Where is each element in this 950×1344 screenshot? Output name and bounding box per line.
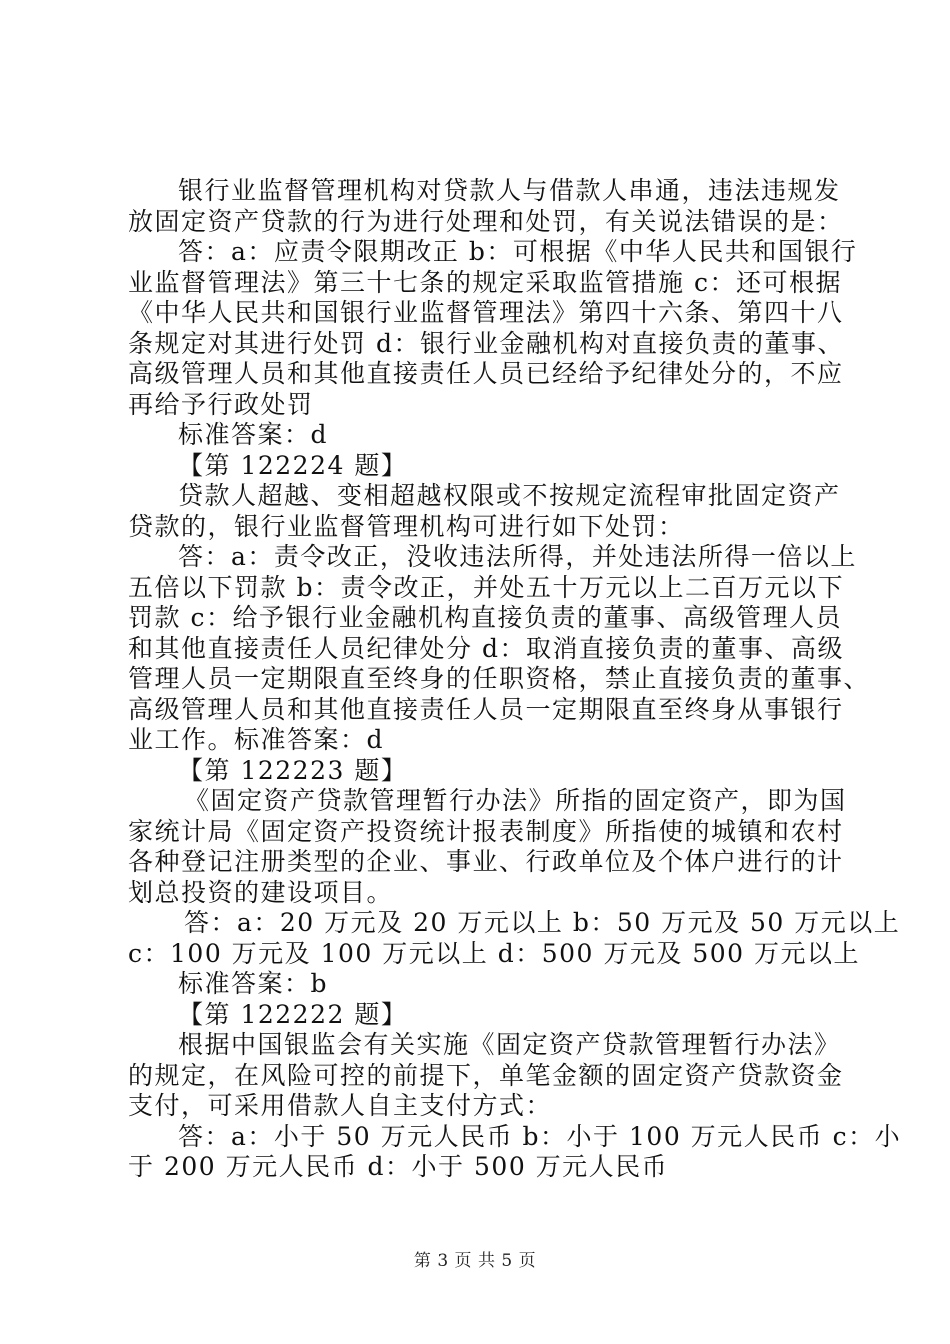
text-line: 贷款人超越、变相超越权限或不按规定流程审批固定资产	[178, 481, 841, 510]
text-line: 【第 122223 题】	[178, 755, 408, 785]
text-line: 高级管理人员和其他直接责任人员已经给予纪律处分的，不应	[128, 359, 844, 388]
text-line: 划总投资的建设项目。	[128, 877, 394, 907]
text-line: 标准答案：b	[178, 969, 329, 998]
text-line: 再给予行政处罚	[128, 389, 314, 419]
text-line: 支付，可采用借款人自主支付方式：	[128, 1091, 553, 1120]
document-body	[128, 176, 902, 1183]
text-line: 《中华人民共和国银行业监督管理法》第四十六条、第四十八	[128, 298, 844, 327]
text-line: 各种登记注册类型的企业、事业、行政单位及个体户进行的计	[128, 847, 844, 876]
text-line: 答：a：责令改正，没收违法所得，并处违法所得一倍以上	[178, 542, 857, 571]
text-line: 条规定对其进行处罚 d：银行业金融机构对直接负责的董事、	[128, 328, 844, 358]
text-line: 管理人员一定期限直至终身的任职资格，禁止直接负责的董事、	[128, 664, 871, 693]
text-line: 答：a：应责令限期改正 b：可根据《中华人民共和国银行	[178, 237, 858, 266]
text-line: 【第 122222 题】	[178, 999, 408, 1029]
text-line: 和其他直接责任人员纪律处分 d：取消直接负责的董事、高级	[128, 633, 844, 663]
text-line: 根据中国银监会有关实施《固定资产贷款管理暂行办法》	[178, 1030, 841, 1059]
text-line: 业监督管理法》第三十七条的规定采取监管措施 c：还可根据	[128, 267, 842, 297]
text-line: 的规定，在风险可控的前提下，单笔金额的固定资产贷款资金	[128, 1060, 844, 1090]
text-line: 罚款 c：给予银行业金融机构直接负责的董事、高级管理人员	[128, 603, 842, 632]
text-line: 业工作。标准答案：d	[128, 725, 385, 754]
text-line: 答：a：小于 50 万元人民币 b：小于 100 万元人民币 c：小	[178, 1121, 902, 1151]
text-line: 家统计局《固定资产投资统计报表制度》所指使的城镇和农村	[128, 816, 844, 846]
text-line: 标准答案：d	[178, 420, 329, 449]
text-line: 答：a：20 万元及 20 万元以上 b：50 万元及 50 万元以上	[184, 908, 901, 937]
text-line: 贷款的，银行业监督管理机构可进行如下处罚：	[128, 511, 685, 541]
text-line: 五倍以下罚款 b：责令改正，并处五十万元以上二百万元以下	[128, 572, 844, 602]
text-line: 《固定资产贷款管理暂行办法》所指的固定资产，即为国	[184, 786, 847, 815]
text-line: 【第 122224 题】	[178, 450, 408, 480]
text-line: c：100 万元及 100 万元以上 d：500 万元及 500 万元以上	[128, 938, 861, 968]
text-line: 银行业监督管理机构对贷款人与借款人串通，违法违规发	[178, 176, 841, 205]
text-line: 放固定资产贷款的行为进行处理和处罚，有关说法错误的是：	[128, 206, 844, 236]
text-line: 于 200 万元人民币 d：小于 500 万元人民币	[128, 1152, 669, 1181]
text-line: 高级管理人员和其他直接责任人员一定期限直至终身从事银行	[128, 694, 844, 724]
page-footer: 第 3 页 共 5 页	[413, 1251, 537, 1271]
